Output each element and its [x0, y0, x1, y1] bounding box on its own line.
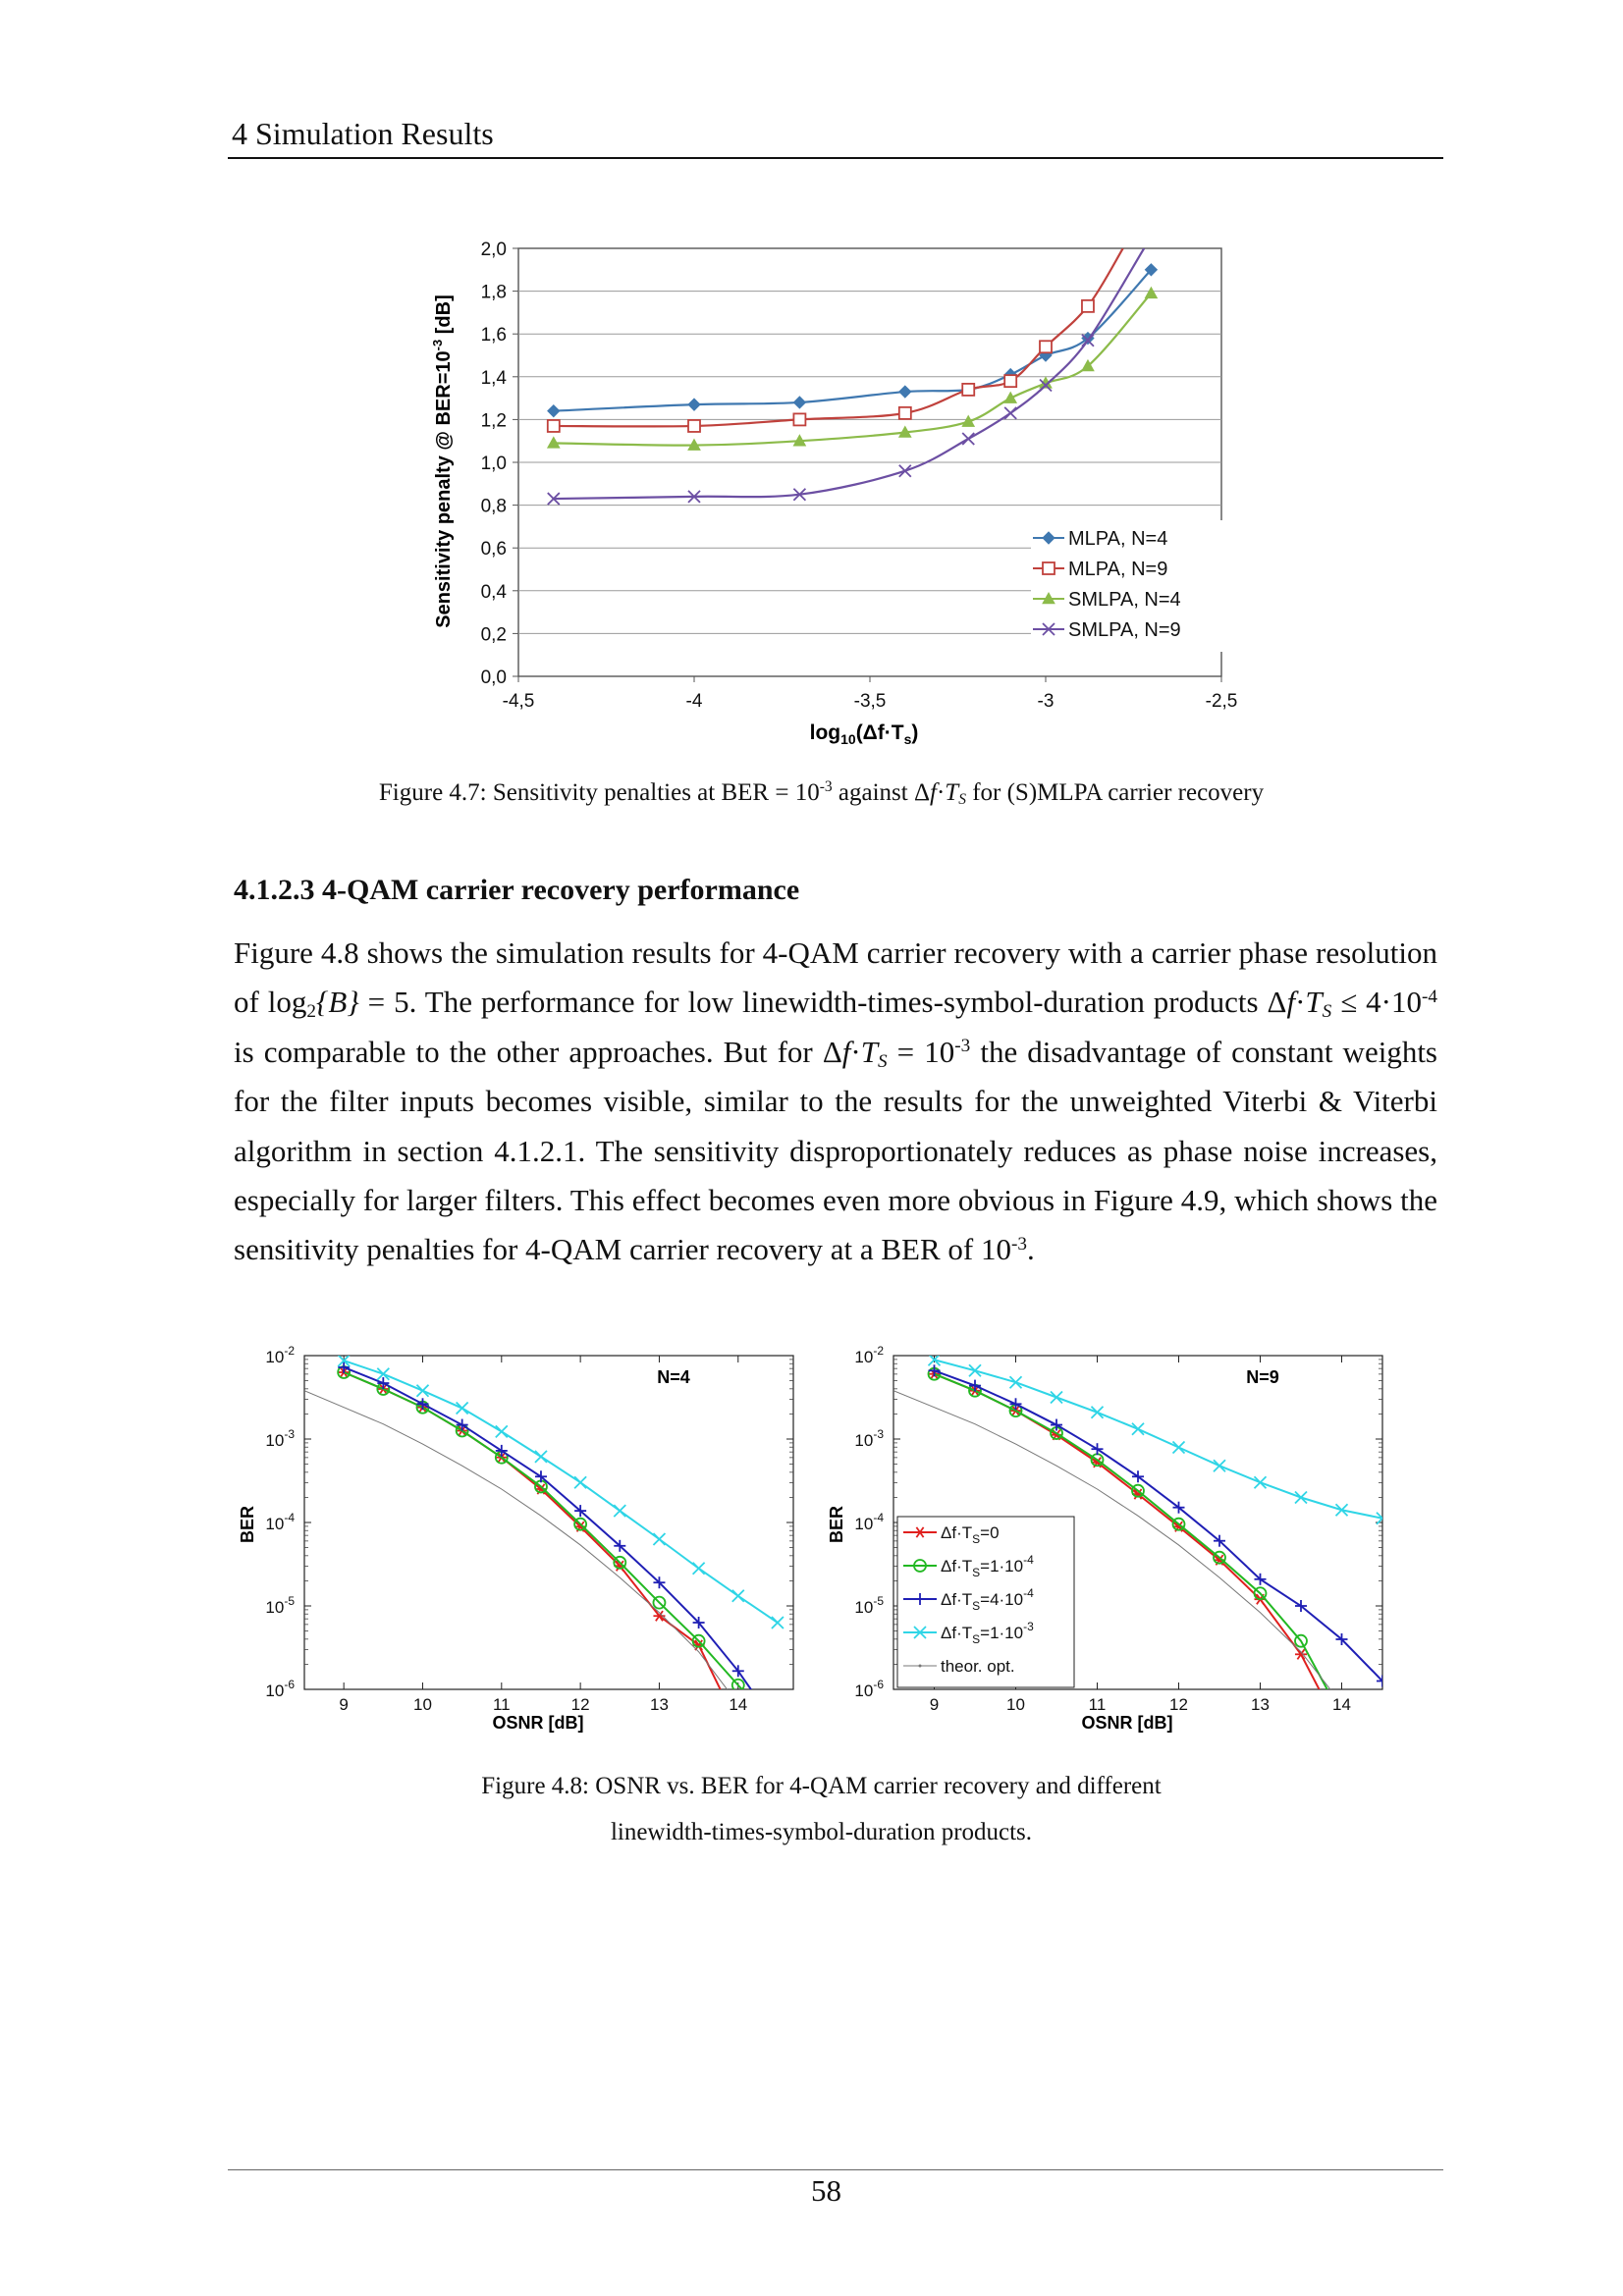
x-marker	[1092, 1407, 1104, 1418]
x-tick-label: 12	[1169, 1695, 1188, 1714]
x-marker	[1132, 1423, 1144, 1435]
legend-label: SMLPA, N=4	[1068, 589, 1181, 611]
x-tick-label: -4,5	[502, 691, 535, 712]
x-tick-label: 13	[649, 1695, 669, 1714]
y-axis-label: BER	[238, 1505, 257, 1544]
legend-label: MLPA, N=9	[1068, 559, 1168, 580]
y-tick-label: 1,2	[480, 410, 507, 432]
x-marker	[1214, 1460, 1225, 1471]
series-0	[338, 1367, 723, 1693]
x-tick-label: -3,5	[853, 691, 887, 712]
x-marker	[496, 1425, 508, 1437]
legend	[897, 1517, 1074, 1687]
series-line	[304, 1391, 730, 1694]
x-marker	[1051, 1392, 1062, 1404]
y-tick-label: $10^{-3}$	[265, 1427, 295, 1450]
x-tick-label: -3	[1037, 691, 1055, 712]
square-marker	[962, 384, 974, 396]
x-marker	[693, 1563, 705, 1575]
legend-label: $\Delta f\cdot T_S=4\cdot 10^{-4}$	[941, 1586, 1034, 1613]
body-paragraph: Figure 4.8 shows the simulation results for 4-QAM carrier recovery with a carrier phase resolution of $\log_2\{B\} = 5$. The performance for low linewidth-times-symbol-duration products $\Delta f\cdot T_S \le 4\cdot 10^{-4}$ is comparable to the other approaches. But for $\Delta f\cdot T_S = 10^{-3}$ the disadvantage of constant weights for the filter inputs becomes visible, similar to the results for the unweighted Viterbi & Viterbi algorithm in section 4.1.2.1. The sensitivity disproportionately reduces as phase noise increases, especially for larger filters. This effect becomes even more obvious in Figure 4.9, which shows the sensitivity penalties for 4-QAM carrier recovery at a BER of $10^{-3}$.	[234, 935, 1437, 1267]
triangle-marker	[1004, 393, 1016, 403]
figure-4-8-caption-line-2: linewidth-times-symbol-duration products.	[610, 1819, 1033, 1845]
footer-rule	[228, 2169, 1443, 2170]
legend-label: theor. opt.	[941, 1657, 1015, 1676]
x-marker	[653, 1533, 665, 1545]
series-line	[344, 1372, 746, 1693]
triangle-marker	[1145, 288, 1157, 298]
x-tick-label: -2,5	[1205, 691, 1237, 712]
square-marker	[1040, 341, 1052, 352]
series-line	[344, 1372, 723, 1693]
x-marker	[416, 1385, 428, 1397]
y-tick-label: $10^{-3}$	[854, 1427, 884, 1450]
x-marker	[457, 1403, 468, 1415]
x-axis-label: $\log_{10}(\Delta f\cdot T_s)$	[809, 721, 919, 747]
series-line	[554, 248, 1144, 499]
square-marker	[1004, 375, 1016, 387]
y-tick-label: 0,6	[480, 539, 507, 561]
panel-title: N=4	[657, 1367, 690, 1387]
legend-label: $\Delta f\cdot T_S=0$	[941, 1523, 1000, 1546]
x-marker	[732, 1590, 744, 1602]
square-marker	[899, 407, 911, 419]
square-marker	[1043, 562, 1055, 574]
x-axis-label: OSNR [dB]	[1081, 1713, 1173, 1733]
y-tick-label: 0,4	[480, 581, 507, 603]
diamond-marker	[899, 386, 911, 398]
figure-4-8-left-chart	[234, 1340, 813, 1737]
y-tick-label: $10^{-2}$	[265, 1344, 295, 1366]
plus-marker	[338, 1362, 350, 1373]
series-mlpa-n-9	[548, 248, 1123, 432]
x-axis-label: OSNR [dB]	[492, 1713, 584, 1733]
x-tick-label: 12	[570, 1695, 590, 1714]
x-marker	[969, 1364, 981, 1376]
y-tick-label: $10^{-6}$	[854, 1678, 884, 1700]
series-1	[338, 1366, 746, 1693]
x-marker	[614, 1505, 625, 1517]
panel-title: N=9	[1246, 1367, 1279, 1387]
series-3	[929, 1354, 1389, 1524]
legend-dot	[919, 1665, 922, 1668]
x-marker	[1295, 1492, 1307, 1504]
x-tick-label: 11	[492, 1695, 511, 1714]
x-marker	[574, 1476, 586, 1488]
section-heading: 4.1.2.3 4-QAM carrier recovery performance	[234, 874, 800, 906]
diamond-marker	[793, 397, 805, 408]
y-tick-label: 1,0	[480, 454, 507, 474]
diamond-marker	[548, 405, 560, 417]
square-marker	[548, 420, 560, 432]
square-marker	[688, 420, 700, 432]
series-2	[338, 1362, 754, 1693]
y-tick-label: 1,8	[480, 282, 507, 303]
x-tick-label: 13	[1251, 1695, 1270, 1714]
x-tick-label: 9	[929, 1695, 940, 1714]
page-number: 58	[811, 2173, 841, 2208]
x-marker	[899, 465, 911, 477]
x-tick-label: 9	[339, 1695, 349, 1714]
y-tick-label: $10^{-4}$	[854, 1511, 884, 1533]
series-line	[935, 1360, 1383, 1519]
series-3	[338, 1355, 784, 1629]
x-marker	[1173, 1442, 1185, 1454]
x-marker	[535, 1451, 547, 1463]
running-header: 4 Simulation Results	[232, 116, 494, 151]
y-axis-label: Sensitivity penalty @ $BER=10^{-3}$ [dB]	[430, 294, 455, 628]
x-tick-label: -4	[685, 691, 703, 712]
plus-marker	[1092, 1443, 1104, 1455]
y-tick-label: 1,4	[480, 367, 507, 389]
x-marker	[1010, 1376, 1022, 1388]
diamond-marker	[688, 399, 700, 410]
legend-label: MLPA, N=4	[1068, 528, 1168, 550]
figure-4-7-caption: Figure 4.7: Sensitivity penalties at BER = $10^{-3}$ against $\Delta f\cdot T_S$ for (S)MLPA carrier recovery	[378, 778, 1265, 808]
y-axis-label: BER	[827, 1505, 846, 1544]
series-line	[344, 1367, 754, 1693]
y-tick-label: 2,0	[480, 240, 507, 260]
y-tick-label: 1,6	[480, 325, 507, 347]
series-mlpa-n-4	[548, 264, 1158, 417]
y-tick-label: 0,2	[480, 624, 507, 646]
x-tick-label: 10	[1006, 1695, 1025, 1714]
series-4	[304, 1391, 730, 1694]
y-tick-label: 0,8	[480, 496, 507, 517]
x-tick-label: 10	[413, 1695, 432, 1714]
x-marker	[772, 1617, 784, 1629]
legend-label: $\Delta f\cdot T_S=1\cdot 10^{-4}$	[941, 1553, 1034, 1579]
y-tick-label: $10^{-6}$	[265, 1678, 295, 1700]
figure-4-7-chart	[422, 226, 1237, 756]
x-tick-label: 14	[1332, 1695, 1351, 1714]
x-tick-label: 14	[729, 1695, 748, 1714]
x-marker	[962, 433, 974, 445]
y-tick-label: $10^{-5}$	[265, 1594, 295, 1617]
legend-label: $\Delta f\cdot T_S=1\cdot 10^{-3}$	[941, 1620, 1034, 1646]
figure-4-8-caption-line-1: Figure 4.8: OSNR vs. BER for 4-QAM carrier recovery and different	[481, 1773, 1162, 1799]
y-tick-label: 0,0	[480, 667, 507, 688]
square-marker	[1082, 300, 1094, 312]
figure-4-8-right-chart	[823, 1340, 1402, 1737]
y-tick-label: $10^{-5}$	[854, 1594, 884, 1617]
square-marker	[793, 413, 805, 425]
legend-label: SMLPA, N=9	[1068, 619, 1181, 641]
legend	[1031, 520, 1223, 652]
y-tick-label: $10^{-4}$	[265, 1511, 295, 1533]
x-marker	[1255, 1476, 1267, 1488]
header-rule	[228, 157, 1443, 159]
x-marker	[1004, 407, 1016, 419]
x-tick-label: 11	[1088, 1695, 1107, 1714]
y-tick-label: $10^{-2}$	[854, 1344, 884, 1366]
